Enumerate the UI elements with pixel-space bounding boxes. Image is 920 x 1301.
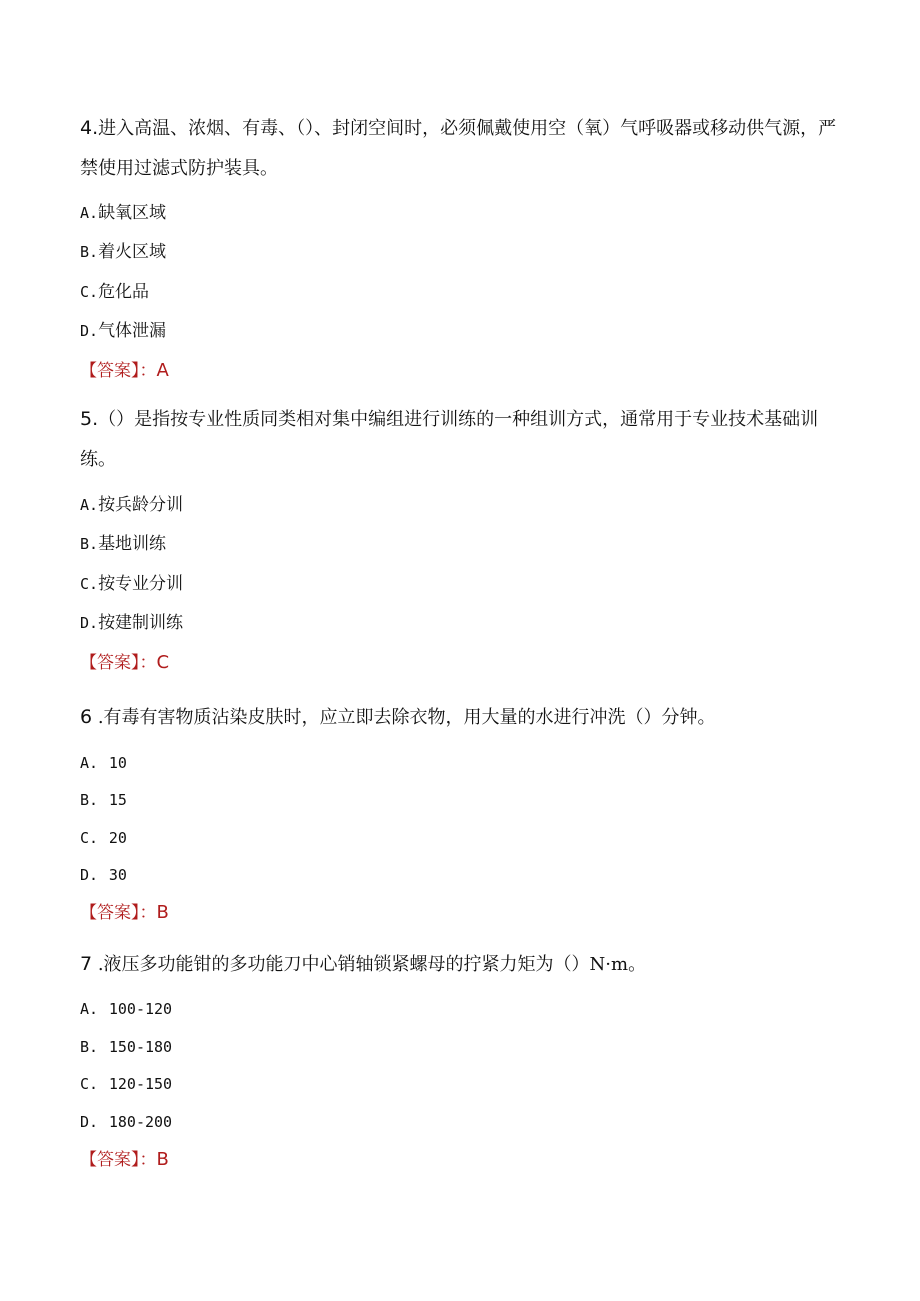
- answer-label: 【答案】: [80, 653, 140, 673]
- question-number: 6: [80, 706, 93, 728]
- option-a: A.缺氧区域: [80, 203, 167, 223]
- option-b: B.基地训练: [80, 534, 167, 554]
- option-d: D. 180-200: [80, 1113, 173, 1131]
- question-stem: [80, 399, 850, 480]
- answer-value: B: [156, 902, 169, 923]
- option-d: D. 30: [80, 866, 127, 884]
- option-d: D.按建制训练: [80, 613, 184, 633]
- option-b: B. 150-180: [80, 1038, 173, 1056]
- answer-label: 【答案】: [80, 1150, 140, 1170]
- question-text: .液压多功能钳的多功能刀中心销轴锁紧螺母的拧紧力矩为（）N·m。: [92, 954, 647, 975]
- option-c: C. 120-150: [80, 1075, 173, 1093]
- answer-value: B: [156, 1149, 169, 1170]
- answer-label: 【答案】: [80, 361, 140, 381]
- answer-line: 【答案】：B: [80, 902, 169, 923]
- question-text: .有毒有害物质沾染皮肤时，应立即去除衣物，用大量的水进行冲洗（）分钟。: [92, 707, 716, 728]
- option-b: B.着火区域: [80, 242, 167, 262]
- question-stem: [80, 108, 850, 189]
- question-number: 5.: [80, 408, 99, 430]
- option-a: A.按兵龄分训: [80, 495, 184, 515]
- option-d: D.气体泄漏: [80, 321, 167, 341]
- option-a: A. 10: [80, 754, 127, 772]
- question-stem: [80, 944, 850, 985]
- answer-line: 【答案】：A: [80, 360, 169, 381]
- answer-line: 【答案】：C: [80, 652, 170, 673]
- question-number: 7: [80, 953, 93, 975]
- question-text: （）是指按专业性质同类相对集中编组进行训练的一种组训方式，通常用于专业技术基础训练。: [80, 409, 819, 470]
- option-a: A. 100-120: [80, 1000, 173, 1018]
- option-b: B. 15: [80, 791, 127, 809]
- question-number: 4.: [80, 117, 99, 139]
- question-text: 进入高温、浓烟、有毒、（）、封闭空间时，必须佩戴使用空（氧）气呼吸器或移动供气源，严禁使用过滤式防护装具。: [80, 118, 837, 179]
- answer-line: 【答案】：B: [80, 1149, 169, 1170]
- answer-value: C: [156, 652, 170, 673]
- option-c: C.按专业分训: [80, 574, 184, 594]
- option-c: C.危化品: [80, 282, 150, 302]
- answer-label: 【答案】: [80, 903, 140, 923]
- answer-value: A: [156, 360, 169, 381]
- question-stem: [80, 697, 850, 738]
- option-c: C. 20: [80, 829, 127, 847]
